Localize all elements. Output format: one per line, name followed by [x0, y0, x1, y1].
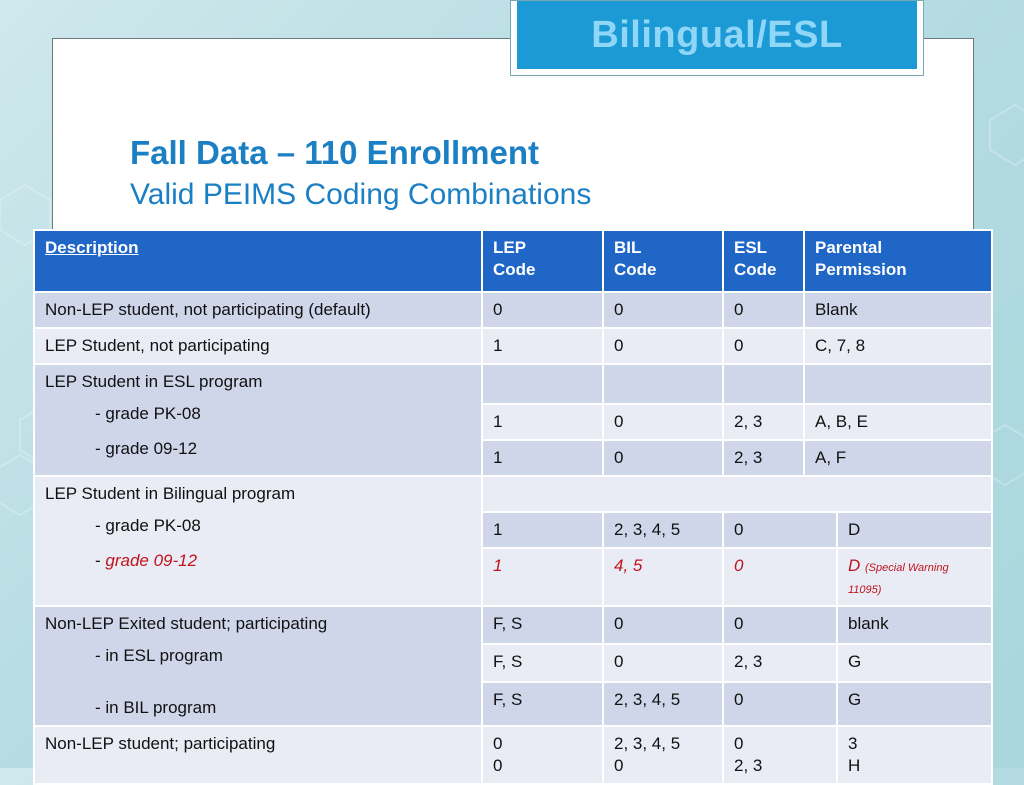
cell-line: 2, 3, 4, 5 [614, 734, 681, 753]
group-sub-item: - grade 09-12 [95, 439, 198, 458]
header-esl-code [723, 230, 804, 292]
table-header-row [34, 230, 992, 292]
cell-esl [723, 726, 837, 784]
cell-esl: 0 [723, 682, 837, 726]
table-row [34, 476, 992, 512]
table-row [34, 364, 992, 404]
cell-description-group [34, 364, 482, 476]
header-bil-line2: Code [614, 260, 657, 279]
cell-description: Non-LEP student; participating [34, 726, 482, 784]
table-row [34, 328, 992, 364]
cell-empty [603, 364, 723, 404]
group-sub-item-warning [45, 550, 471, 572]
cell-esl: 2, 3 [723, 644, 837, 682]
table-row [34, 606, 992, 644]
cell-bil: 4, 5 [603, 548, 723, 606]
header-bil-code [603, 230, 723, 292]
sub-item-dash: - [95, 551, 106, 570]
cell-line: 0 [734, 734, 744, 753]
cell-description: LEP Student, not participating [34, 328, 482, 364]
cell-line: 0 [493, 756, 503, 775]
cell-esl: 0 [723, 606, 837, 644]
sub-item-warning-text: grade 09-12 [105, 551, 198, 570]
header-lep-line1: LEP [493, 238, 527, 257]
cell-permission: C, 7, 8 [804, 328, 992, 364]
header-esl-line2: Code [734, 260, 777, 279]
group-label: LEP Student in ESL program [45, 372, 263, 391]
cell-esl: 0 [723, 292, 804, 328]
slide-subtitle: Valid PEIMS Coding Combinations [130, 178, 592, 211]
section-banner [510, 0, 924, 76]
group-label: LEP Student in Bilingual program [45, 484, 296, 503]
cell-esl: 0 [723, 548, 837, 606]
cell-lep [482, 726, 603, 784]
group-sub-item: - in BIL program [95, 698, 217, 717]
cell-lep: F, S [482, 682, 603, 726]
section-banner-fill [517, 1, 917, 69]
cell-lep: 1 [482, 404, 603, 440]
cell-permission: Blank [804, 292, 992, 328]
cell-permission: G [837, 682, 992, 726]
cell-permission: A, B, E [804, 404, 992, 440]
cell-empty [723, 364, 804, 404]
header-lep-code [482, 230, 603, 292]
cell-lep: 1 [482, 328, 603, 364]
cell-description: Non-LEP student, not participating (default) [34, 292, 482, 328]
header-lep-line2: Code [493, 260, 536, 279]
cell-bil [603, 726, 723, 784]
cell-bil: 0 [603, 404, 723, 440]
cell-permission: blank [837, 606, 992, 644]
cell-esl: 2, 3 [723, 404, 804, 440]
cell-lep: 1 [482, 512, 603, 548]
group-label: Non-LEP Exited student; participating [45, 614, 328, 633]
header-esl-line1: ESL [734, 238, 768, 257]
special-warning-note: (Special Warning 11095) [848, 562, 949, 596]
header-parental-permission [804, 230, 992, 292]
header-description [34, 230, 482, 292]
cell-esl: 0 [723, 328, 804, 364]
group-sub-item: - grade PK-08 [95, 516, 201, 535]
cell-lep: 0 [482, 292, 603, 328]
cell-line: 0 [493, 734, 503, 753]
cell-permission-warning [837, 548, 992, 606]
table-row [34, 292, 992, 328]
header-parental-line1: Parental [815, 238, 883, 257]
cell-lep: F, S [482, 644, 603, 682]
group-sub-item: - grade PK-08 [95, 404, 201, 423]
cell-bil: 0 [603, 606, 723, 644]
permission-value: D [848, 556, 861, 575]
cell-lep: 1 [482, 548, 603, 606]
cell-empty [804, 364, 992, 404]
header-bil-line1: BIL [614, 238, 642, 257]
cell-line: 2, 3 [734, 756, 763, 775]
cell-line: H [848, 756, 861, 775]
table-row [34, 726, 992, 784]
cell-bil: 2, 3, 4, 5 [603, 512, 723, 548]
cell-permission [837, 726, 992, 784]
cell-esl: 0 [723, 512, 837, 548]
cell-line: 3 [848, 734, 858, 753]
coding-combinations-table [33, 229, 993, 785]
cell-empty [482, 364, 603, 404]
cell-bil: 0 [603, 292, 723, 328]
cell-bil: 0 [603, 644, 723, 682]
cell-empty [482, 476, 992, 512]
cell-bil: 0 [603, 440, 723, 476]
header-parental-line2: Permission [815, 260, 907, 279]
description-header-link[interactable]: Description [45, 238, 139, 257]
cell-line: 0 [614, 756, 624, 775]
cell-lep: F, S [482, 606, 603, 644]
cell-permission: G [837, 644, 992, 682]
cell-permission: A, F [804, 440, 992, 476]
cell-bil: 2, 3, 4, 5 [603, 682, 723, 726]
cell-permission: D [837, 512, 992, 548]
cell-description-group [34, 606, 482, 726]
section-banner-title: Bilingual/ESL [591, 13, 843, 56]
cell-lep: 1 [482, 440, 603, 476]
cell-description-group [34, 476, 482, 606]
cell-bil: 0 [603, 328, 723, 364]
cell-esl: 2, 3 [723, 440, 804, 476]
slide-title: Fall Data – 110 Enrollment [130, 134, 539, 171]
group-sub-item: - in ESL program [95, 646, 223, 665]
